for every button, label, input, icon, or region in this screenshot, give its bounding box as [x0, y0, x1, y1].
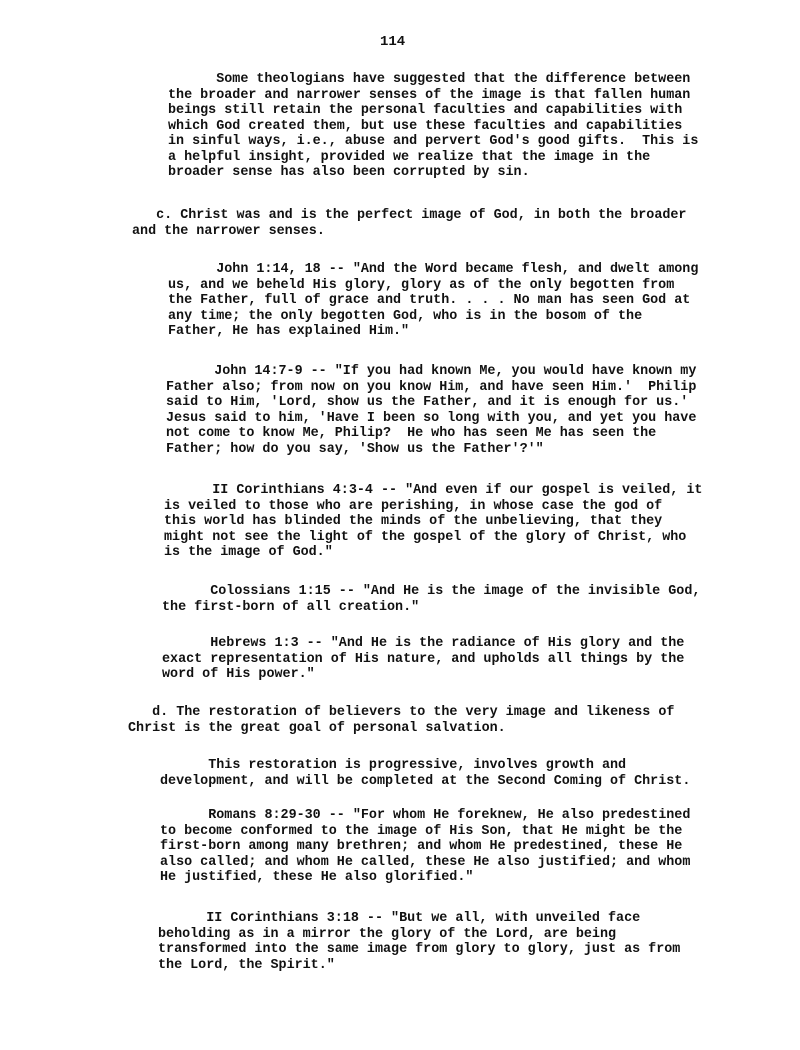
quote-romans: Romans 8:29-30 -- "For whom He foreknew, He also predestined to become conformed to the image of His Son, that He might be the first-born among many brethren; and whom He predestined, these He also called; and whom He called, these He also justified; and whom He justified, these He also glorified." [160, 808, 691, 885]
point-c-christ-perfect-image: c. Christ was and is the perfect image of God, in both the broader and the narrower senses. [132, 208, 687, 239]
quote-colossians: Colossians 1:15 -- "And He is the image of the invisible God, the first-born of all creation." [162, 584, 701, 615]
paragraph-restoration: This restoration is progressive, involves growth and development, and will be completed at the Second Coming of Christ. [160, 758, 691, 789]
paragraph-theologians: Some theologians have suggested that the difference between the broader and narrower senses of the image is that fallen human beings still retain the personal faculties and capabilities with which God created them, but use these faculties and capabilities in sinful ways, i.e., abuse and pervert God's good gifts. This is a helpful insight, provided we realize that the image in the broader sense has also been corrupted by sin. [168, 72, 699, 180]
quote-john-14: John 14:7-9 -- "If you had known Me, you would have known my Father also; from now on you know Him, and have seen Him.' Philip said to Him, 'Lord, show us the Father, and it is enough for us.' Jesus said to him, 'Have I been so long with you, and yet you have not come to know Me, Philip? He who has seen Me has seen the Father; how do you say, 'Show us the Father'?'" [166, 364, 697, 457]
quote-2-corinthians-3: II Corinthians 3:18 -- "But we all, with unveiled face beholding as in a mirror the glory of the Lord, are being transformed into the same image from glory to glory, just as from the Lord, the Spirit." [158, 911, 681, 973]
quote-2-corinthians-4: II Corinthians 4:3-4 -- "And even if our gospel is veiled, it is veiled to those who are perishing, in whose case the god of this world has blinded the minds of the unbelieving, that they might not see the light of the gospel of the glory of Christ, who is the image of God." [164, 483, 703, 560]
page-number: 114 [380, 34, 406, 50]
quote-hebrews: Hebrews 1:3 -- "And He is the radiance of His glory and the exact representation of His nature, and upholds all things by the word of His power." [162, 636, 685, 682]
quote-john-1: John 1:14, 18 -- "And the Word became flesh, and dwelt among us, and we beheld His glory, glory as of the only begotten from the Father, full of grace and truth. . . . No man has seen God at any time; the only begotten God, who is in the bosom of the Father, He has explained Him." [168, 262, 699, 339]
point-d-restoration-goal: d. The restoration of believers to the very image and likeness of Christ is the great goal of personal salvation. [128, 705, 675, 736]
